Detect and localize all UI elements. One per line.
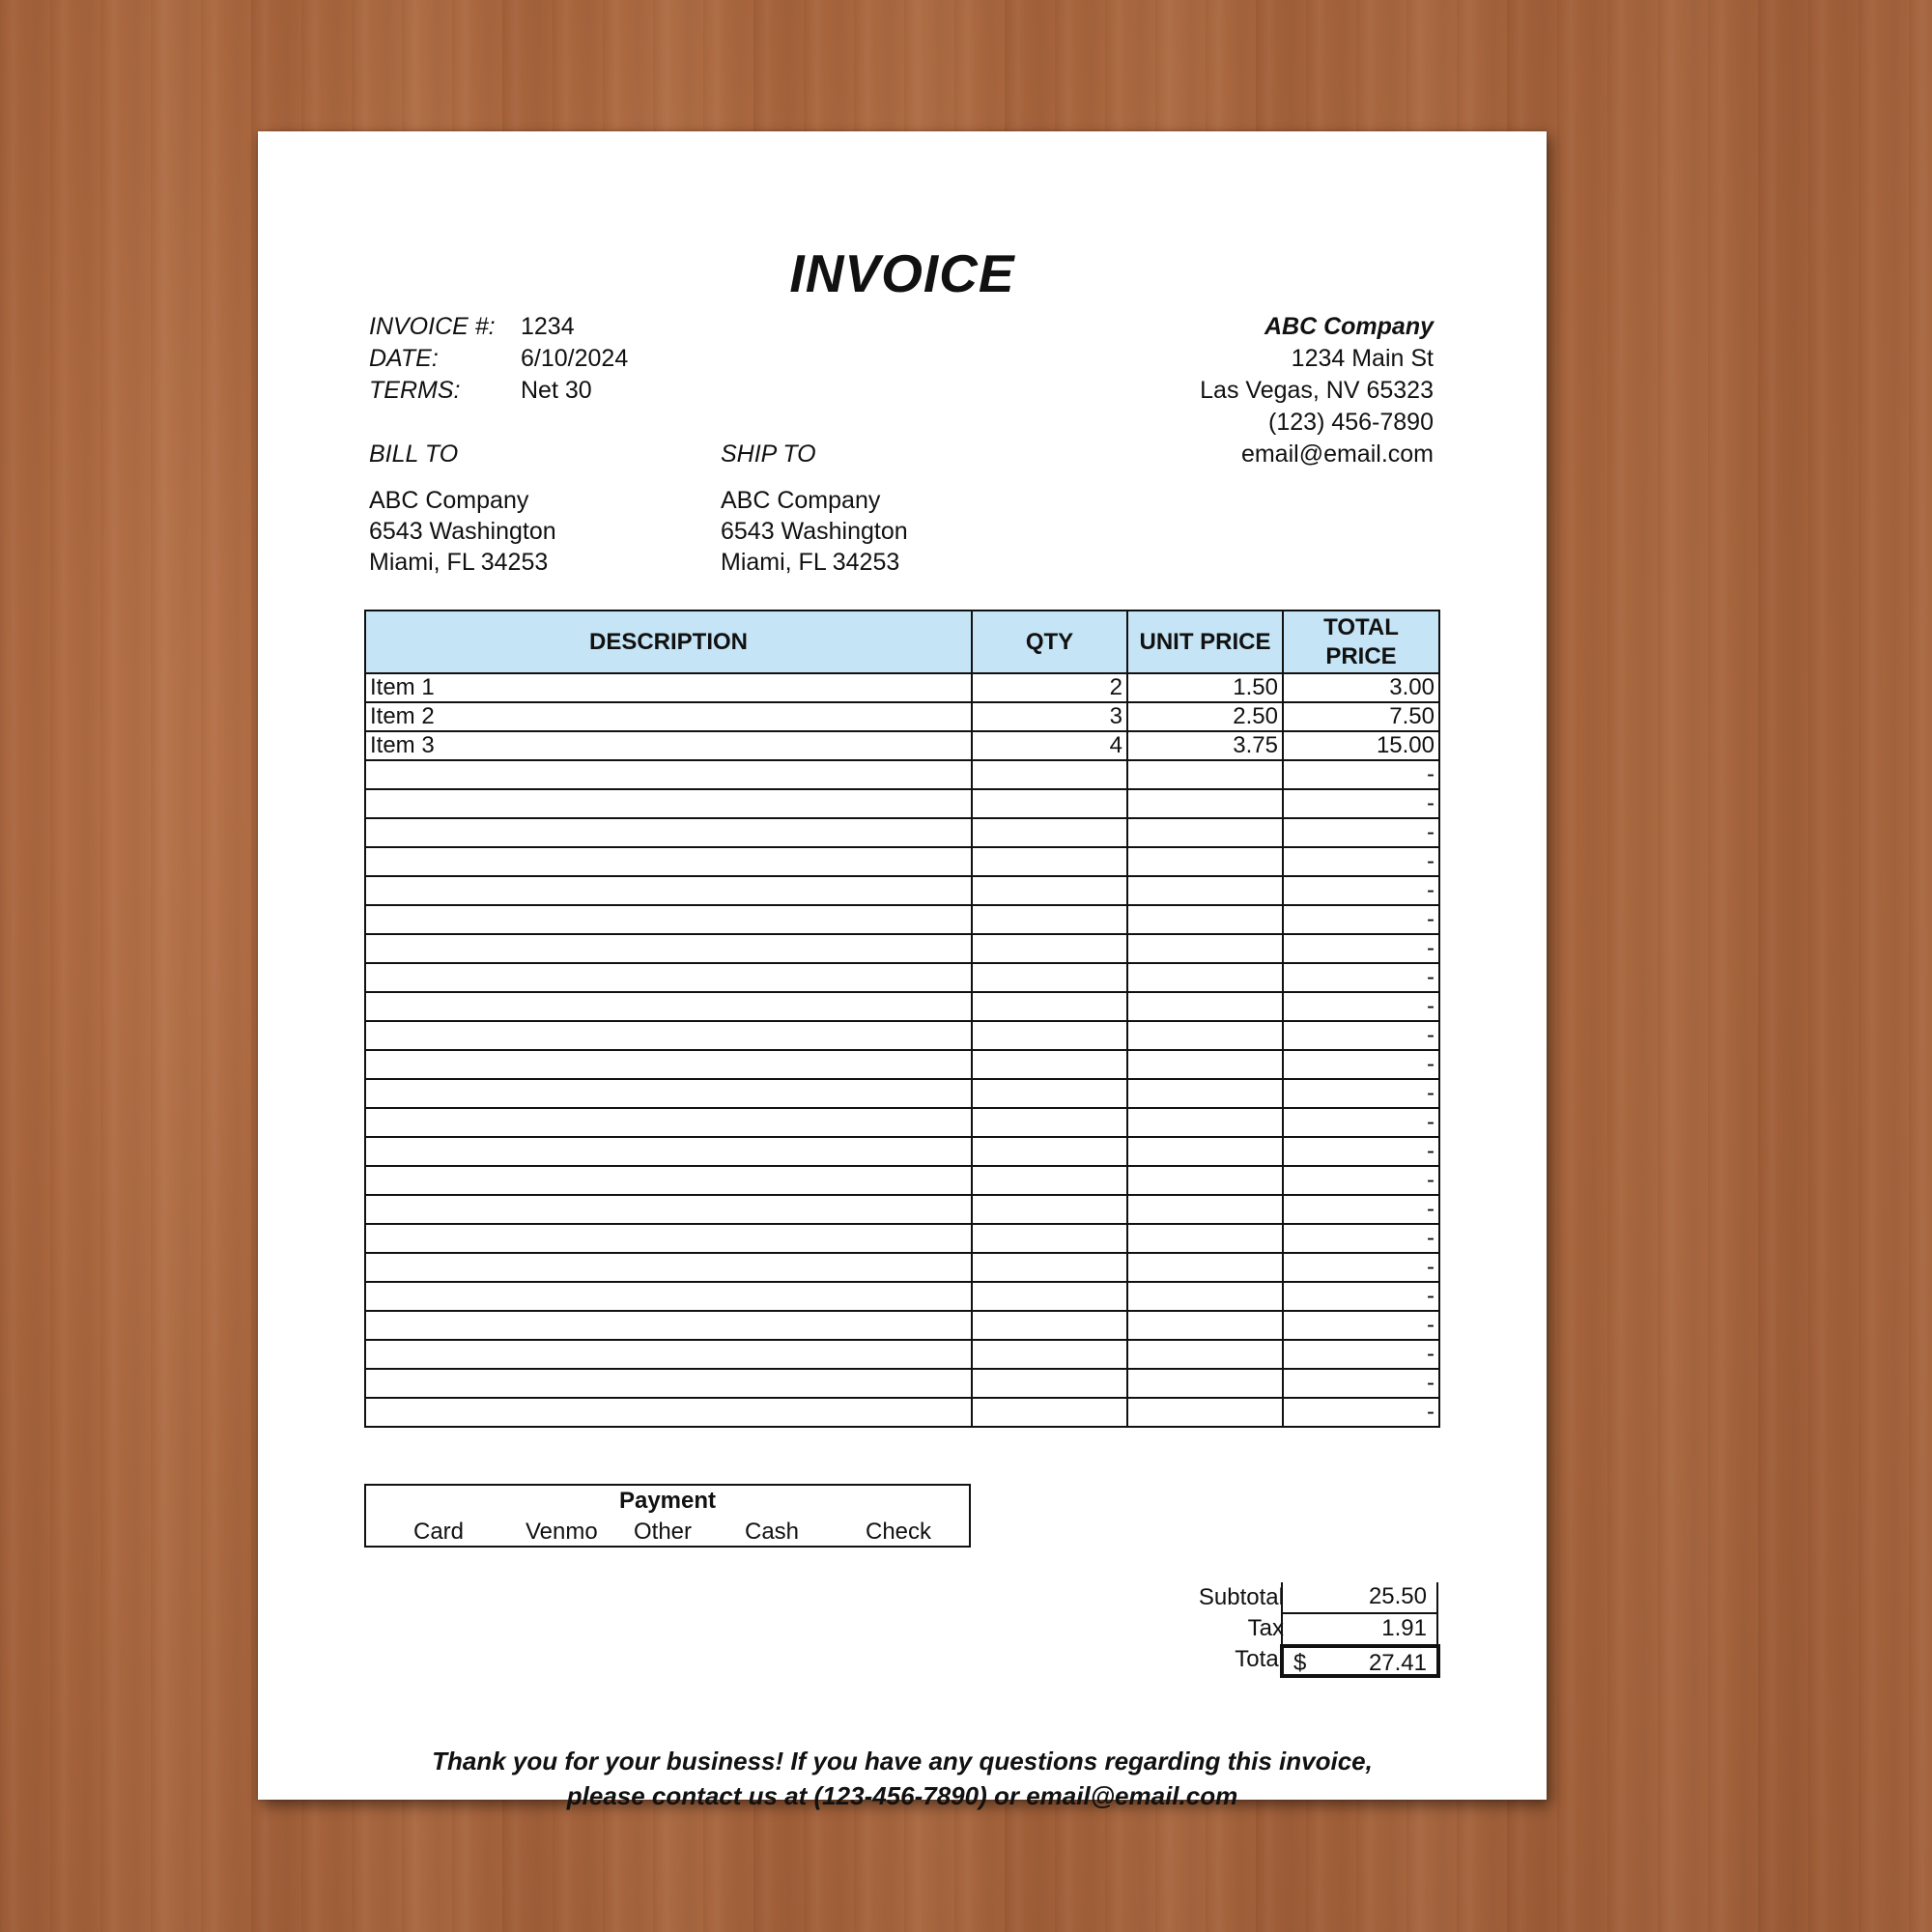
seller-name: ABC Company: [1264, 313, 1434, 340]
cell-description: [365, 1079, 972, 1108]
cell-qty: [972, 1108, 1127, 1137]
bill-to-street: 6543 Washington: [369, 518, 556, 545]
column-header-unit-price: UNIT PRICE: [1127, 611, 1283, 673]
subtotal-label: Subtotal: [1198, 1584, 1284, 1610]
bill-to-label: BILL TO: [369, 440, 459, 468]
table-row: [365, 673, 1439, 702]
seller-city: Las Vegas, NV 65323: [1200, 377, 1434, 404]
payment-title: Payment: [618, 1488, 717, 1514]
cell-description: [365, 1398, 972, 1427]
total-label: Total: [1235, 1646, 1284, 1672]
cell-qty: [972, 905, 1127, 934]
date-value: 6/10/2024: [521, 345, 629, 372]
column-header-description: DESCRIPTION: [365, 611, 972, 673]
cell-unit-price: [1127, 760, 1283, 789]
seller-street: 1234 Main St: [1291, 345, 1434, 372]
cell-qty: [972, 1021, 1127, 1050]
cell-description: Item 3: [365, 731, 972, 760]
ship-to-city: Miami, FL 34253: [721, 549, 900, 576]
cell-unit-price: [1127, 1282, 1283, 1311]
cell-description: [365, 1369, 972, 1398]
cell-qty: [972, 1398, 1127, 1427]
cell-description: [365, 905, 972, 934]
cell-total-price: 7.50: [1283, 702, 1439, 731]
subtotal-value: 25.50: [1281, 1582, 1438, 1614]
cell-unit-price: [1127, 818, 1283, 847]
cell-description: [365, 1108, 972, 1137]
cell-description: [365, 1282, 972, 1311]
cell-qty: [972, 1253, 1127, 1282]
cell-qty: [972, 789, 1127, 818]
cell-unit-price: [1127, 934, 1283, 963]
cell-total-price: -: [1283, 1166, 1439, 1195]
table-header-row: [365, 611, 1439, 673]
cell-total-price: -: [1283, 1311, 1439, 1340]
seller-email: email@email.com: [1240, 440, 1434, 468]
date-label: DATE:: [369, 345, 439, 372]
cell-qty: [972, 760, 1127, 789]
cell-total-price: -: [1283, 1195, 1439, 1224]
cell-unit-price: [1127, 1253, 1283, 1282]
cell-unit-price: [1127, 1398, 1283, 1427]
cell-total-price: 15.00: [1283, 731, 1439, 760]
cell-qty: [972, 818, 1127, 847]
cell-total-price: -: [1283, 905, 1439, 934]
cell-qty: [972, 963, 1127, 992]
table-row: [365, 1195, 1439, 1224]
cell-description: [365, 818, 972, 847]
cell-total-price: -: [1283, 818, 1439, 847]
table-row: [365, 934, 1439, 963]
cell-description: [365, 760, 972, 789]
cell-total-price: -: [1283, 1398, 1439, 1427]
table-row: [365, 818, 1439, 847]
cell-unit-price: [1127, 1195, 1283, 1224]
tax-value: 1.91: [1281, 1614, 1438, 1646]
cell-unit-price: [1127, 1137, 1283, 1166]
cell-total-price: 3.00: [1283, 673, 1439, 702]
table-row: [365, 1137, 1439, 1166]
cell-qty: [972, 847, 1127, 876]
payment-option-other: Other: [634, 1519, 693, 1545]
cell-description: [365, 1050, 972, 1079]
cell-unit-price: [1127, 1369, 1283, 1398]
cell-total-price: -: [1283, 1079, 1439, 1108]
cell-total-price: -: [1283, 1021, 1439, 1050]
payment-option-cash: Cash: [745, 1519, 800, 1545]
footer-note: [258, 1594, 1547, 1813]
column-header-qty: QTY: [972, 611, 1127, 673]
payment-option-card: Card: [413, 1519, 465, 1545]
total-value: 27.41: [1368, 1650, 1427, 1676]
table-row: [365, 992, 1439, 1021]
ship-to-street: 6543 Washington: [721, 518, 908, 545]
invoice-number-value: 1234: [521, 313, 575, 340]
cell-qty: [972, 1166, 1127, 1195]
cell-qty: [972, 1282, 1127, 1311]
seller-phone: (123) 456-7890: [1268, 409, 1434, 436]
table-row: [365, 1311, 1439, 1340]
cell-description: [365, 789, 972, 818]
cell-total-price: -: [1283, 1224, 1439, 1253]
table-row: [365, 963, 1439, 992]
cell-qty: 4: [972, 731, 1127, 760]
cell-qty: [972, 992, 1127, 1021]
cell-description: Item 1: [365, 673, 972, 702]
column-header-total-price: TOTAL PRICE: [1283, 611, 1439, 673]
cell-description: [365, 1021, 972, 1050]
cell-description: [365, 1340, 972, 1369]
cell-total-price: -: [1283, 1282, 1439, 1311]
cell-unit-price: [1127, 789, 1283, 818]
cell-total-price: -: [1283, 789, 1439, 818]
table-row: [365, 760, 1439, 789]
cell-unit-price: [1127, 992, 1283, 1021]
cell-description: Item 2: [365, 702, 972, 731]
table-row: [365, 789, 1439, 818]
table-row: [365, 702, 1439, 731]
cell-description: [365, 876, 972, 905]
cell-description: [365, 992, 972, 1021]
bill-to-name: ABC Company: [369, 487, 529, 514]
cell-total-price: -: [1283, 1253, 1439, 1282]
terms-label: TERMS:: [369, 377, 461, 404]
terms-value: Net 30: [521, 377, 592, 404]
cell-description: [365, 1253, 972, 1282]
cell-total-price: -: [1283, 1108, 1439, 1137]
table-row: [365, 1282, 1439, 1311]
currency-symbol: $: [1293, 1650, 1307, 1676]
table-row: [365, 1398, 1439, 1427]
cell-unit-price: [1127, 963, 1283, 992]
cell-description: [365, 1224, 972, 1253]
cell-qty: [972, 1195, 1127, 1224]
cell-total-price: -: [1283, 1050, 1439, 1079]
invoice-number-label: INVOICE #:: [369, 313, 496, 340]
invoice-page: [258, 131, 1547, 1810]
cell-total-price: -: [1283, 992, 1439, 1021]
payment-box: [364, 1484, 971, 1548]
cell-unit-price: 2.50: [1127, 702, 1283, 731]
cell-unit-price: [1127, 905, 1283, 934]
cell-unit-price: [1127, 876, 1283, 905]
cell-total-price: -: [1283, 847, 1439, 876]
cell-unit-price: [1127, 1050, 1283, 1079]
cell-qty: 3: [972, 702, 1127, 731]
cell-qty: [972, 1224, 1127, 1253]
cell-description: [365, 1195, 972, 1224]
cell-qty: [972, 1050, 1127, 1079]
cell-total-price: -: [1283, 876, 1439, 905]
table-row: [365, 1050, 1439, 1079]
table-row: [365, 847, 1439, 876]
cell-qty: [972, 1079, 1127, 1108]
ship-to-name: ABC Company: [721, 487, 881, 514]
cell-unit-price: [1127, 1340, 1283, 1369]
table-row: [365, 1224, 1439, 1253]
cell-qty: [972, 876, 1127, 905]
cell-description: [365, 934, 972, 963]
table-row: [365, 731, 1439, 760]
cell-total-price: -: [1283, 760, 1439, 789]
cell-description: [365, 847, 972, 876]
cell-qty: 2: [972, 673, 1127, 702]
cell-unit-price: [1127, 847, 1283, 876]
cell-unit-price: [1127, 1166, 1283, 1195]
table-row: [365, 1021, 1439, 1050]
cell-description: [365, 1166, 972, 1195]
cell-total-price: -: [1283, 1369, 1439, 1398]
cell-unit-price: [1127, 1021, 1283, 1050]
table-row: [365, 1108, 1439, 1137]
table-row: [365, 1340, 1439, 1369]
cell-unit-price: [1127, 1108, 1283, 1137]
table-row: [365, 905, 1439, 934]
footer-line-1: Thank you for your business! If you have any questions regarding this invoice,: [432, 1747, 1373, 1776]
cell-description: [365, 963, 972, 992]
bill-to-city: Miami, FL 34253: [369, 549, 549, 576]
table-row: [365, 1369, 1439, 1398]
cell-total-price: -: [1283, 963, 1439, 992]
cell-description: [365, 1311, 972, 1340]
cell-unit-price: [1127, 1311, 1283, 1340]
cell-qty: [972, 1369, 1127, 1398]
cell-unit-price: [1127, 1079, 1283, 1108]
cell-unit-price: 3.75: [1127, 731, 1283, 760]
ship-to-label: SHIP TO: [721, 440, 816, 468]
payment-option-check: Check: [866, 1519, 932, 1545]
cell-qty: [972, 1311, 1127, 1340]
footer-line-2: please contact us at (123-456-7890) or email@email.com: [566, 1781, 1238, 1810]
items-table: [364, 610, 1440, 1428]
cell-qty: [972, 1340, 1127, 1369]
cell-total-price: -: [1283, 1340, 1439, 1369]
cell-description: [365, 1137, 972, 1166]
tax-label: Tax: [1247, 1615, 1284, 1641]
table-row: [365, 1166, 1439, 1195]
cell-total-price: -: [1283, 934, 1439, 963]
cell-qty: [972, 1137, 1127, 1166]
table-row: [365, 1079, 1439, 1108]
table-row: [365, 1253, 1439, 1282]
cell-qty: [972, 934, 1127, 963]
cell-unit-price: 1.50: [1127, 673, 1283, 702]
page-title: INVOICE: [789, 243, 1015, 303]
cell-unit-price: [1127, 1224, 1283, 1253]
table-row: [365, 876, 1439, 905]
cell-total-price: -: [1283, 1137, 1439, 1166]
payment-option-venmo: Venmo: [526, 1519, 598, 1545]
